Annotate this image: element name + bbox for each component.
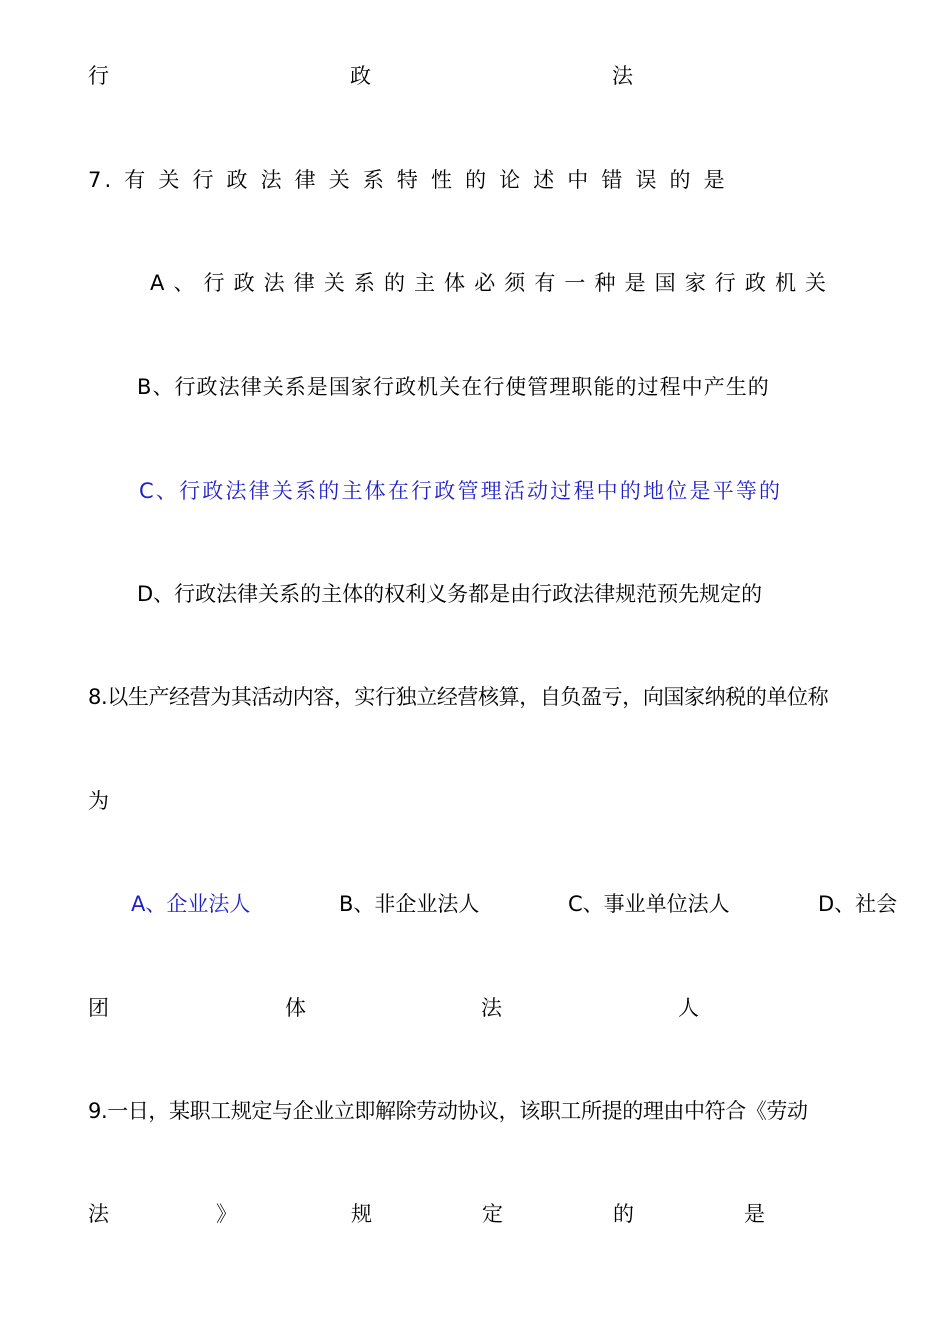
char: 法 bbox=[612, 64, 633, 88]
char: 法 bbox=[88, 1202, 109, 1226]
char: 团 bbox=[88, 996, 109, 1020]
q7-option-c-answer: C、行政法律关系的主体在行政管理活动过程中的地位是平等的 bbox=[139, 479, 783, 503]
q8-option-d: D、社会 bbox=[818, 892, 898, 916]
question-8-continued: 为 bbox=[88, 789, 109, 813]
question-9: 9.一日，某职工规定与企业立即解除劳动协议，该职工所提的理由中符合《劳动 bbox=[88, 1099, 808, 1123]
char: 规 bbox=[351, 1202, 372, 1226]
char: 体 bbox=[285, 996, 306, 1020]
char: 》 bbox=[216, 1202, 237, 1226]
question-7: 7. 有 关 行 政 法 律 关 系 特 性 的 论 述 中 错 误 的 是 bbox=[88, 168, 728, 192]
q7-option-b: B、行政法律关系是国家行政机关在行使管理职能的过程中产生的 bbox=[137, 375, 770, 399]
char: 人 bbox=[678, 996, 699, 1020]
char: 法 bbox=[481, 996, 502, 1020]
q8-option-a-answer: A、企业法人 bbox=[131, 892, 251, 916]
q8-option-b: B、非企业法人 bbox=[339, 892, 480, 916]
char: 的 bbox=[613, 1202, 634, 1226]
q8-option-c: C、事业单位法人 bbox=[568, 892, 730, 916]
q7-option-a: A 、 行 政 法 律 关 系 的 主 体 必 须 有 一 种 是 国 家 行 政 机 关 bbox=[150, 271, 828, 295]
char: 行 bbox=[88, 64, 109, 88]
char: 定 bbox=[482, 1202, 503, 1226]
char: 是 bbox=[744, 1202, 765, 1226]
question-8: 8.以生产经营为其活动内容，实行独立经营核算，自负盈亏，向国家纳税的单位称 bbox=[88, 685, 829, 709]
q7-option-d: D、行政法律关系的主体的权利义务都是由行政法律规范预先规定的 bbox=[137, 582, 763, 606]
char: 政 bbox=[350, 64, 371, 88]
